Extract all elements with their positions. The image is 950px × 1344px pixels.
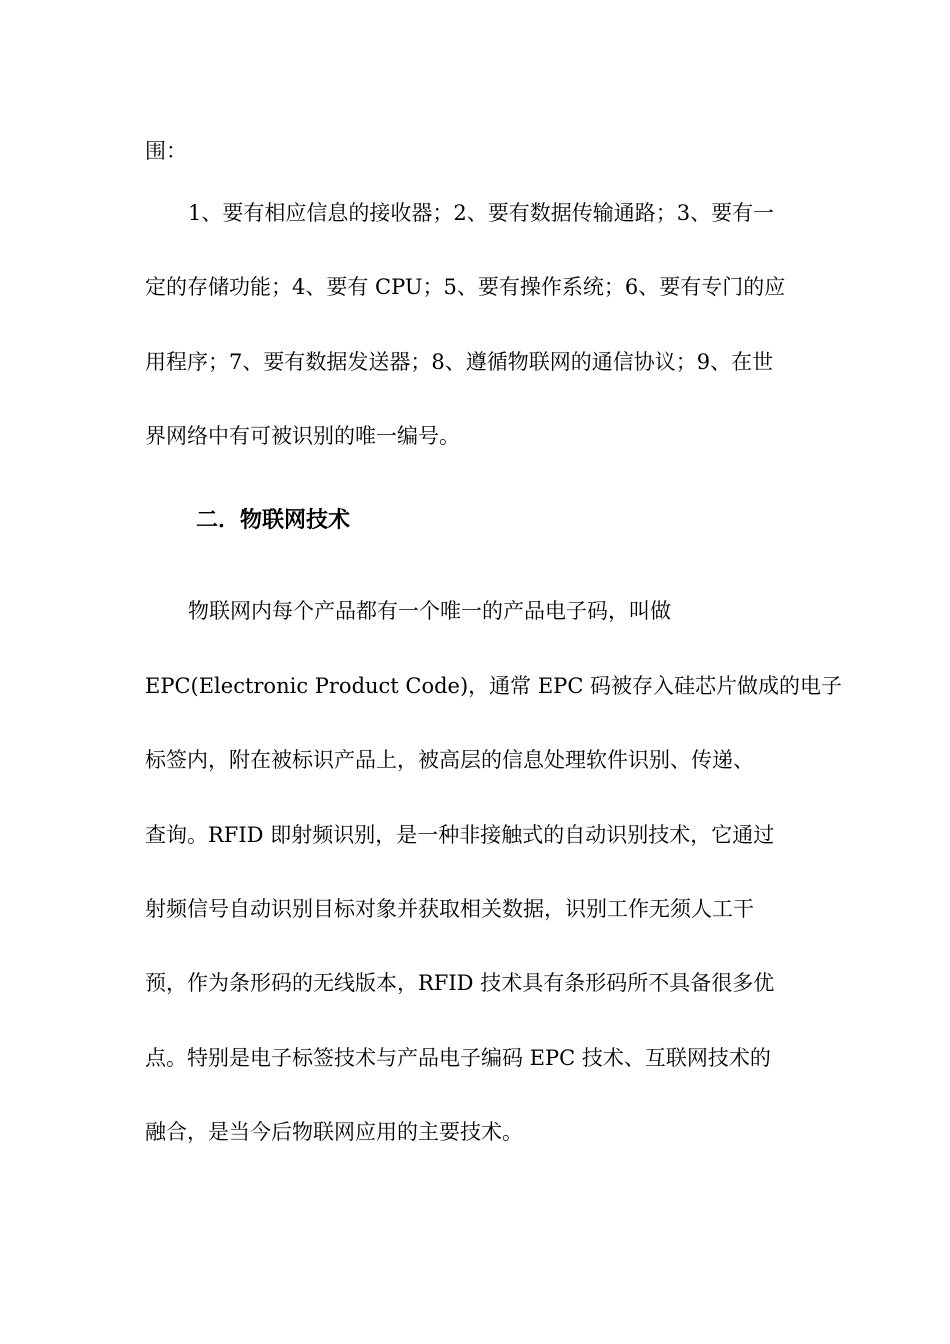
text-line: 物联网内每个产品都有一个唯一的产品电子码，叫做 (188, 599, 671, 623)
text-line: EPC(Electronic Product Code)，通常 EPC 码被存入硅芯片做成的电子 (145, 674, 843, 698)
text-line: 查询。RFID 即射频识别，是一种非接触式的自动识别技术，它通过 (145, 823, 775, 847)
section-heading: 二．物联网技术 (196, 508, 351, 533)
text-line: 界网络中有可被识别的唯一编号。 (145, 424, 460, 448)
text-line: 点。特别是电子标签技术与产品电子编码 EPC 技术、互联网技术的 (145, 1046, 771, 1070)
text-line: 预，作为条形码的无线版本，RFID 技术具有条形码所不具备很多优 (145, 971, 775, 995)
text-line: 射频信号自动识别目标对象并获取相关数据，识别工作无须人工干 (145, 897, 754, 921)
text-line: 用程序；7、要有数据发送器；8、遵循物联网的通信协议；9、在世 (145, 350, 774, 374)
text-line: 1、要有相应信息的接收器；2、要有数据传输通路；3、要有一 (188, 201, 775, 225)
text-line: 围： (145, 139, 187, 163)
text-line: 融合，是当今后物联网应用的主要技术。 (145, 1120, 523, 1144)
text-line: 标签内，附在被标识产品上，被高层的信息处理软件识别、传递、 (145, 748, 754, 772)
text-line: 定的存储功能；4、要有 CPU；5、要有操作系统；6、要有专门的应 (145, 275, 786, 299)
